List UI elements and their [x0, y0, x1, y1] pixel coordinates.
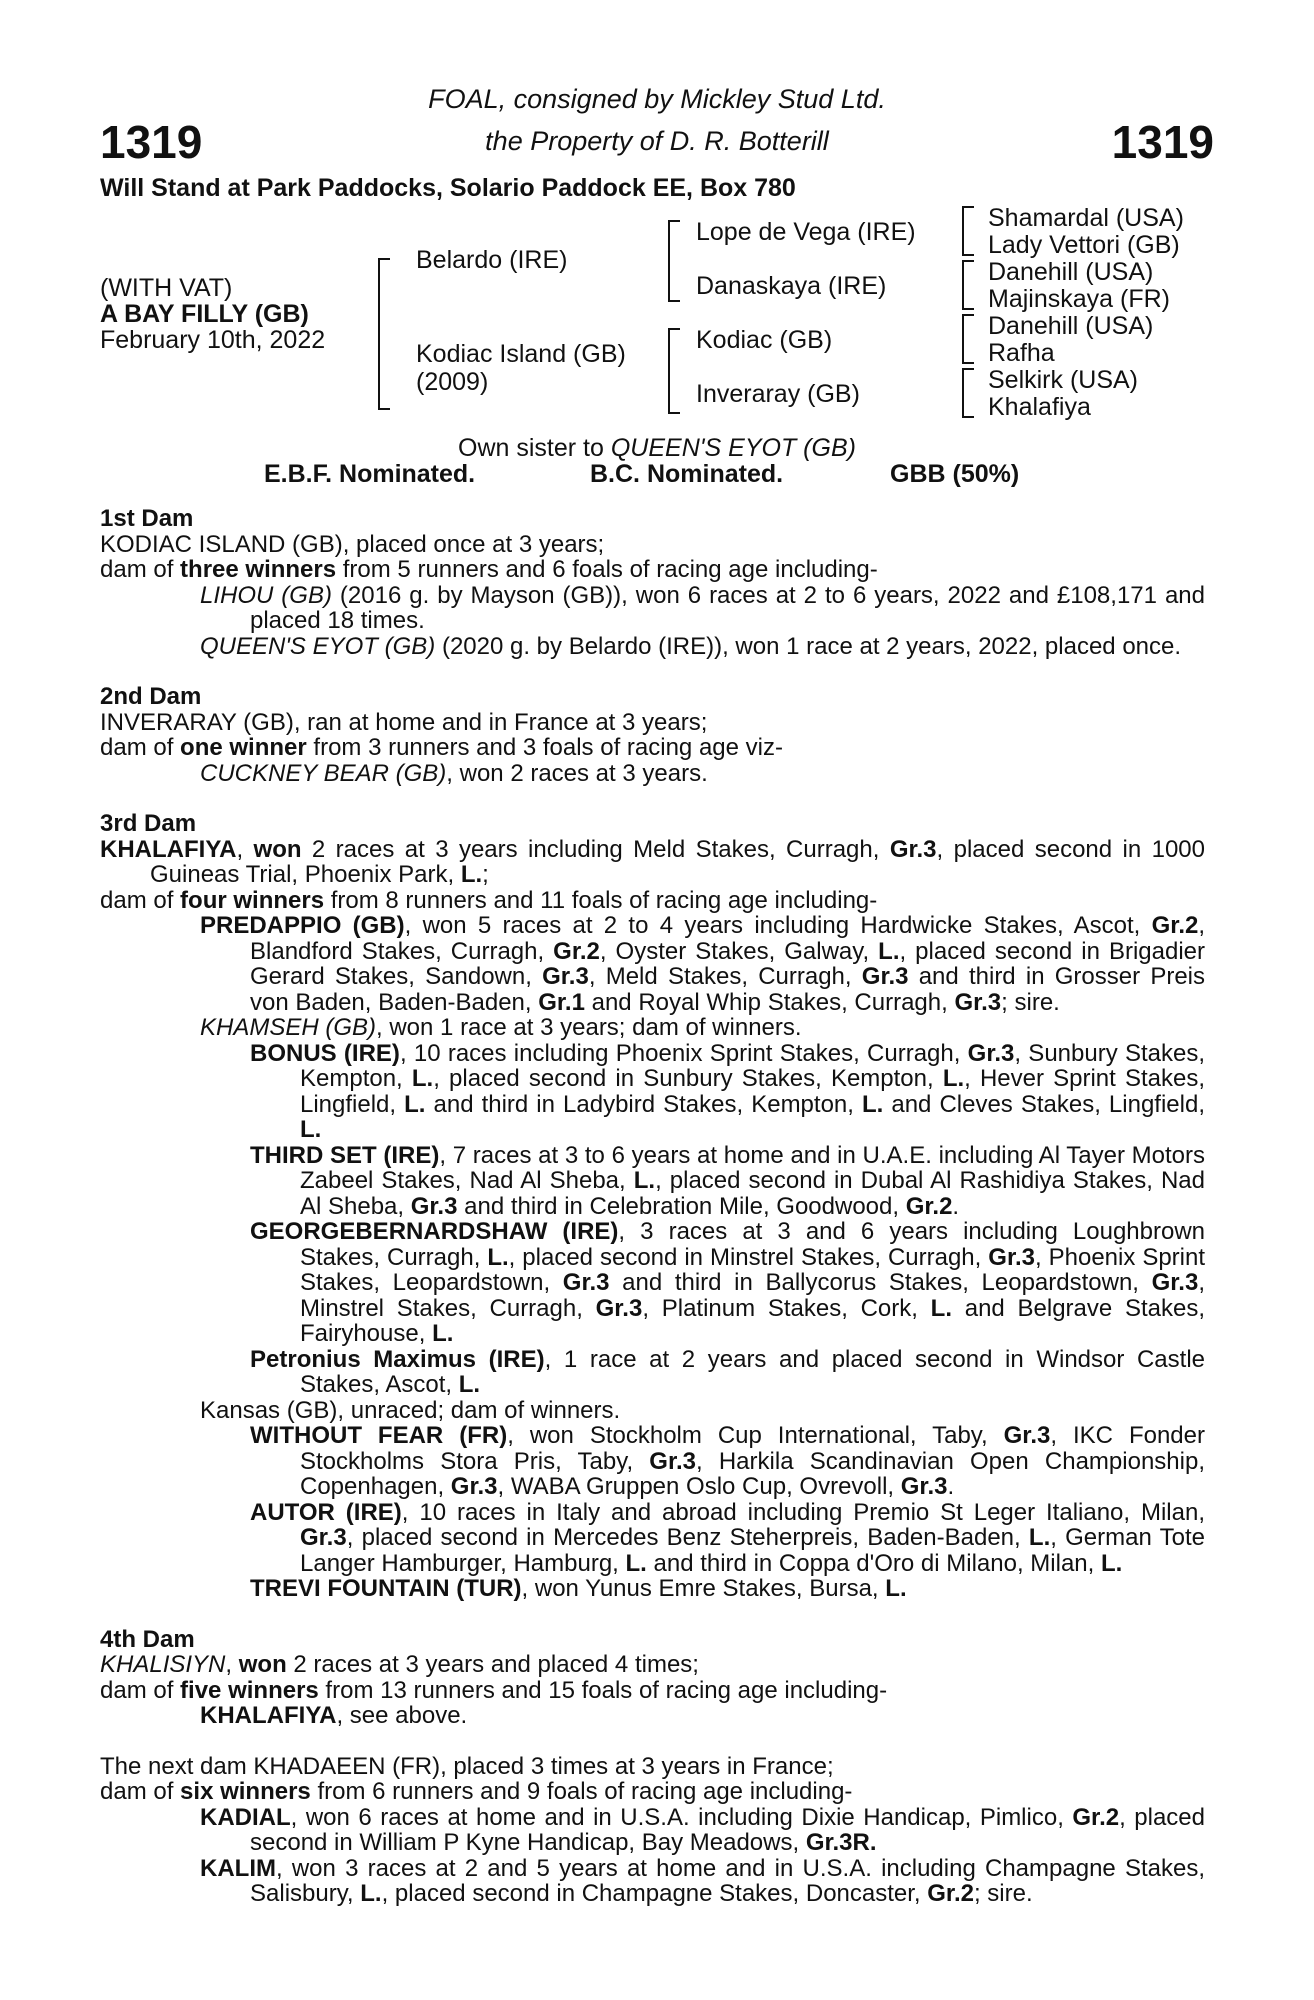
sire: Belardo (IRE): [416, 246, 568, 274]
granddam-sire: Danaskaya (IRE): [696, 272, 887, 300]
ggd-2: Majinskaya (FR): [988, 285, 1170, 313]
ggs-2: Danehill (USA): [988, 258, 1154, 286]
lot-number-left: 1319: [100, 116, 203, 168]
produce-kansas: Kansas (GB), unraced; dam of winners.: [200, 1396, 621, 1424]
own-sister-note: Own sister to QUEEN'S EYOT (GB): [458, 434, 856, 462]
fourth-dam-produce-summary: dam of five winners from 13 runners and 15 foals of racing age including-: [100, 1676, 888, 1704]
granddam-dam: Inveraray (GB): [696, 380, 860, 408]
produce-trevi-fountain: TREVI FOUNTAIN (TUR), won Yunus Emre Stakes, Bursa, L.: [250, 1575, 907, 1602]
lot-number-right: 1319: [1111, 116, 1214, 168]
second-dam-heading: 2nd Dam: [100, 683, 202, 710]
produce-third-set: THIRD SET (IRE), 7 races at 3 to 6 years at home and in U.A.E. including Al Tayer Motors Zabeel Stakes, Nad Al Sheba, L., placed second in Dubal Al Rashidiya Stakes, Nad Al Sheba, Gr.3 and third in Celebration Mile, Goodwood, Gr.2.: [250, 1141, 1206, 1220]
gbb-status: GBB (50%): [890, 460, 1020, 488]
produce-lihou: LIHOU (GB) (2016 g. by Mayson (GB)), won 6 races at 2 to 6 years, 2022 and £108,171 and placed 18 times.: [200, 581, 1205, 634]
produce-petronius-maximus: Petronius Maximus (IRE), 1 race at 2 years and placed second in Windsor Castle Stakes, Ascot, L.: [250, 1345, 1205, 1398]
ggd-3: Rafha: [988, 339, 1055, 367]
first-dam-line: KODIAC ISLAND (GB), placed once at 3 years;: [100, 530, 605, 558]
produce-predappio: PREDAPPIO (GB), won 5 races at 2 to 4 years including Hardwicke Stakes, Ascot, Gr.2, Blandford Stakes, Curragh, Gr.2, Oyster Stakes, Galway, L., placed second in Brigadier Gerard Stakes, Sandown, Gr.3, Meld Stakes, Curragh, Gr.3 and third in Grosser Preis von Baden, Baden-Baden, Gr.1 and Royal Whip Stakes, Curragh, Gr.3; sire.: [200, 912, 1206, 1016]
pedigree-brace-3d: [962, 368, 974, 418]
horse-name: A BAY FILLY (GB): [100, 300, 309, 328]
produce-khamseh: KHAMSEH (GB), won 1 race at 3 years; dam of winners.: [200, 1014, 802, 1041]
produce-georgebernardshaw: GEORGEBERNARDSHAW (IRE), 3 races at 3 and 6 years including Loughbrown Stakes, Curragh, L., placed second in Minstrel Stakes, Curragh, Gr.3, Phoenix Sprint Stakes, Leopardstown, Gr.3 and third in Ballycorus Stakes, Leopardstown, Gr.3, Minstrel Stakes, Curragh, Gr.3, Platinum Stakes, Cork, L. and Belgrave Stakes, Fairyhouse, L.: [250, 1218, 1206, 1347]
ebf-nomination: E.B.F. Nominated.: [264, 460, 476, 488]
consignor-line: FOAL, consigned by Mickley Stud Ltd.: [428, 84, 886, 114]
ggs-1: Shamardal (USA): [988, 204, 1184, 232]
pedigree-brace-2a: [668, 220, 680, 302]
produce-kadial: KADIAL, won 6 races at home and in U.S.A. including Dixie Handicap, Pimlico, Gr.2, placed second in William P Kyne Handicap, Bay Meadows, Gr.3R.: [200, 1803, 1206, 1856]
third-dam-record: KHALAFIYA, won 2 races at 3 years including Meld Stakes, Curragh, Gr.3, placed second in 1000 Guineas Trial, Phoenix Park, L.;: [100, 835, 1205, 888]
fourth-dam-record: KHALISIYN, won 2 races at 3 years and placed 4 times;: [100, 1651, 699, 1678]
first-dam-heading: 1st Dam: [100, 505, 194, 532]
second-dam-produce-summary: dam of one winner from 3 runners and 3 foals of racing age viz-: [100, 734, 783, 761]
third-dam-heading: 3rd Dam: [100, 810, 197, 837]
pedigree-brace-3c: [962, 314, 974, 364]
produce-queens-eyot: QUEEN'S EYOT (GB) (2020 g. by Belardo (IRE)), won 1 race at 2 years, 2022, placed once.: [200, 632, 1182, 660]
fourth-dam-heading: 4th Dam: [100, 1625, 195, 1653]
grandsire-sire: Lope de Vega (IRE): [696, 218, 916, 246]
third-dam-produce-summary: dam of four winners from 8 runners and 11 foals of racing age including-: [100, 886, 878, 914]
vat-note: (WITH VAT): [100, 274, 233, 302]
next-dam-record: The next dam KHADAEEN (FR), placed 3 times at 3 years in France;: [100, 1752, 834, 1780]
dam-year: (2009): [416, 368, 489, 396]
produce-bonus: BONUS (IRE), 10 races including Phoenix Sprint Stakes, Curragh, Gr.3, Sunbury Stakes, Kempton, L., placed second in Sunbury Stakes, Kempton, L., Hever Sprint Stakes, Lingfield, L. and third in Ladybird Stakes, Kempton, L. and Cleves Stakes, Lingfield, L.: [250, 1039, 1205, 1143]
ggs-4: Selkirk (USA): [988, 366, 1139, 394]
pedigree-brace-1: [378, 258, 390, 410]
pedigree-brace-3b: [962, 260, 974, 310]
next-dam-produce-summary: dam of six winners from 6 runners and 9 foals of racing age including-: [100, 1778, 853, 1805]
ggs-3: Danehill (USA): [988, 312, 1154, 340]
catalogue-body: [100, 506, 1205, 1907]
produce-kalim: KALIM, won 3 races at 2 and 5 years at home and in U.S.A. including Champagne Stakes, Salisbury, L., placed second in Champagne Stakes, Doncaster, Gr.2; sire.: [200, 1854, 1205, 1907]
pedigree-brace-3a: [962, 206, 974, 256]
produce-without-fear: WITHOUT FEAR (FR), won Stockholm Cup International, Taby, Gr.3, IKC Fonder Stockholms Stora Pris, Taby, Gr.3, Harkila Scandinavian Open Championship, Copenhagen, Gr.3, WABA Gruppen Oslo Cup, Ovrevoll, Gr.3.: [250, 1422, 1205, 1500]
grandsire-dam: Kodiac (GB): [696, 326, 833, 354]
ggd-4: Khalafiya: [988, 393, 1091, 421]
foaling-date: February 10th, 2022: [100, 326, 326, 354]
produce-autor: AUTOR (IRE), 10 races in Italy and abroad including Premio St Leger Italiano, Milan, Gr.3, placed second in Mercedes Benz Steherpreis, Baden-Baden, L., German Tote Langer Hamburger, Hamburg, L. and third in Coppa d'Oro di Milano, Milan, L.: [250, 1498, 1205, 1577]
ggd-1: Lady Vettori (GB): [988, 231, 1180, 259]
produce-cuckney-bear: CUCKNEY BEAR (GB), won 2 races at 3 years.: [200, 759, 708, 787]
pedigree-brace-2b: [668, 328, 680, 414]
bc-nomination: B.C. Nominated.: [590, 460, 784, 488]
stand-location: Will Stand at Park Paddocks, Solario Paddock EE, Box 780: [100, 174, 796, 202]
first-dam-produce-summary: dam of three winners from 5 runners and 6 foals of racing age including-: [100, 556, 878, 583]
produce-khalafiya: KHALAFIYA, see above.: [200, 1702, 468, 1729]
property-line: the Property of D. R. Botterill: [485, 126, 829, 156]
dam: Kodiac Island (GB): [416, 340, 626, 368]
second-dam-line: INVERARAY (GB), ran at home and in France at 3 years;: [100, 708, 708, 736]
